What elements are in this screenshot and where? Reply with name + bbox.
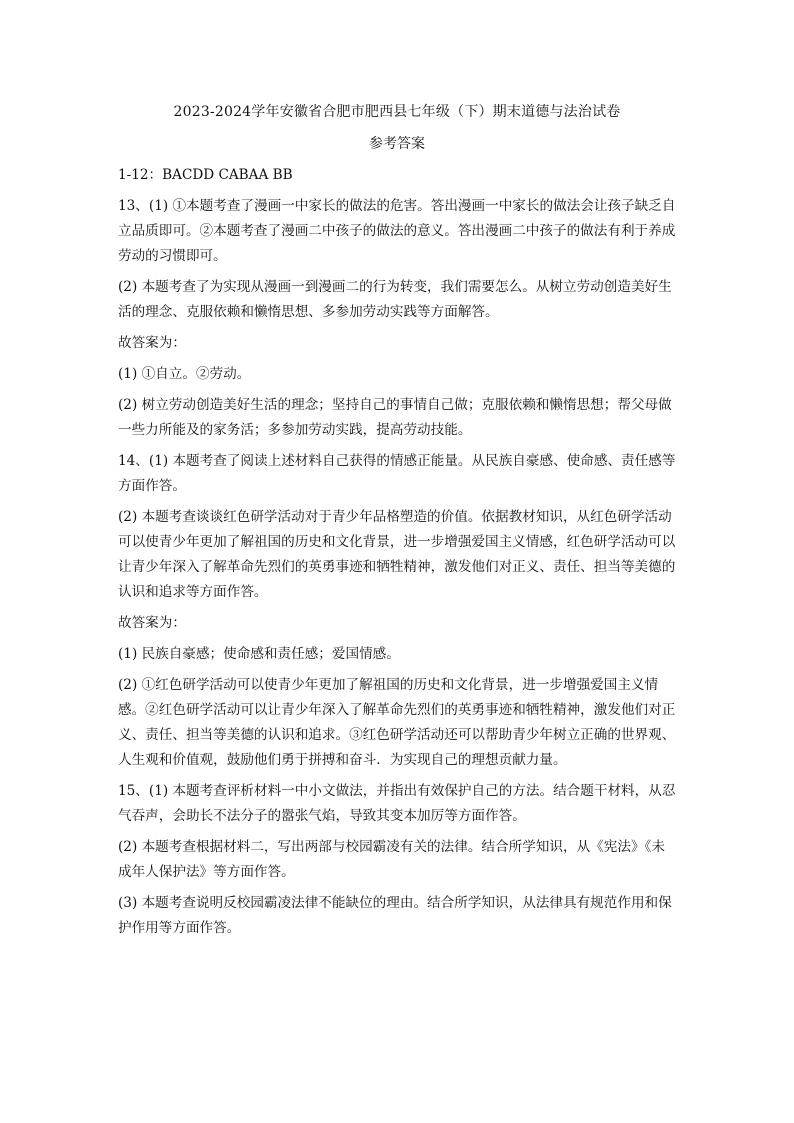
answer-paragraph: (1) ①自立。②劳动。 (118, 366, 251, 382)
answer-paragraph: 13、(1) ①本题考查了漫画一中家长的做法的危害。答出漫画一中家长的做法会让孩子缺乏自立品质即可。②本题考查了漫画二中孩子的做法的意义。答出漫画二中孩子的做法有利于养成劳动的习惯即可。 (118, 198, 676, 264)
answer-paragraph: (2) ①红色研学活动可以使青少年更加了解祖国的历史和文化背景，进一步增强爱国主义情感。②红色研学活动可以让青少年深入了解革命先烈们的英勇事迹和牺牲精神，激发他们对正义、责任、担当等美德的认识和追求。③红色研学活动还可以帮助青少年树立正确的世界观、人生观和价值观，鼓励他们勇于拼搏和奋斗．为实现自己的理想贡献力量。 (118, 677, 676, 768)
answer-paragraph: 故答案为： (118, 335, 186, 351)
answer-paragraph: (2) 本题考查了为实现从漫画一到漫画二的行为转变，我们需要怎么。从树立劳动创造美好生活的理念、克服依赖和懒惰思想、多参加劳动实践等方面解答。 (118, 279, 672, 320)
answer-paragraph: (2) 本题考查根据材料二，写出两部与校园霸凌有关的法律。结合所学知识，从《宪法》《未成年人保护法》等方面作答。 (118, 839, 665, 880)
answer-paragraph: 故答案为： (118, 615, 186, 631)
answer-paragraph: (1) 民族自豪感；使命感和责任感；爱国情感。 (118, 646, 400, 662)
answer-paragraph: 1-12：BACDD CABAA BB (118, 167, 293, 183)
answer-paragraph: 14、(1) 本题考查了阅读上述材料自己获得的情感正能量。从民族自豪感、使命感、责任感等方面作答。 (118, 453, 676, 494)
answer-paragraph: (2) 本题考查谈谈红色研学活动对于青少年品格塑造的价值。依据教材知识，从红色研学活动可以使青少年更加了解祖国的历史和文化背景，进一步增强爱国主义情感，红色研学活动可以让青少年深入了解革命先烈们的英勇事迹和牺牲精神，激发他们对正义、责任、担当等美德的认识和追求等方面作答。 (118, 509, 676, 600)
answer-paragraph: (2) 树立劳动创造美好生活的理念；坚持自己的事情自己做；克服依赖和懒惰思想；帮父母做一些力所能及的家务活；多参加劳动实践，提高劳动技能。 (118, 397, 672, 438)
answer-content (118, 163, 678, 947)
page-title: 2023-2024学年安徽省合肥市肥西县七年级（下）期末道德与法治试卷 (173, 104, 621, 120)
page-subtitle: 参考答案 (369, 136, 425, 152)
answer-paragraph: 15、(1) 本题考查评析材料一中小文做法，并指出有效保护自己的方法。结合题干材料，从忍气吞声，会助长不法分子的嚣张气焰，导致其变本加厉等方面作答。 (118, 783, 676, 824)
answer-paragraph: (3) 本题考查说明反校园霸凌法律不能缺位的理由。结合所学知识，从法律具有规范作用和保护作用等方面作答。 (118, 895, 672, 936)
